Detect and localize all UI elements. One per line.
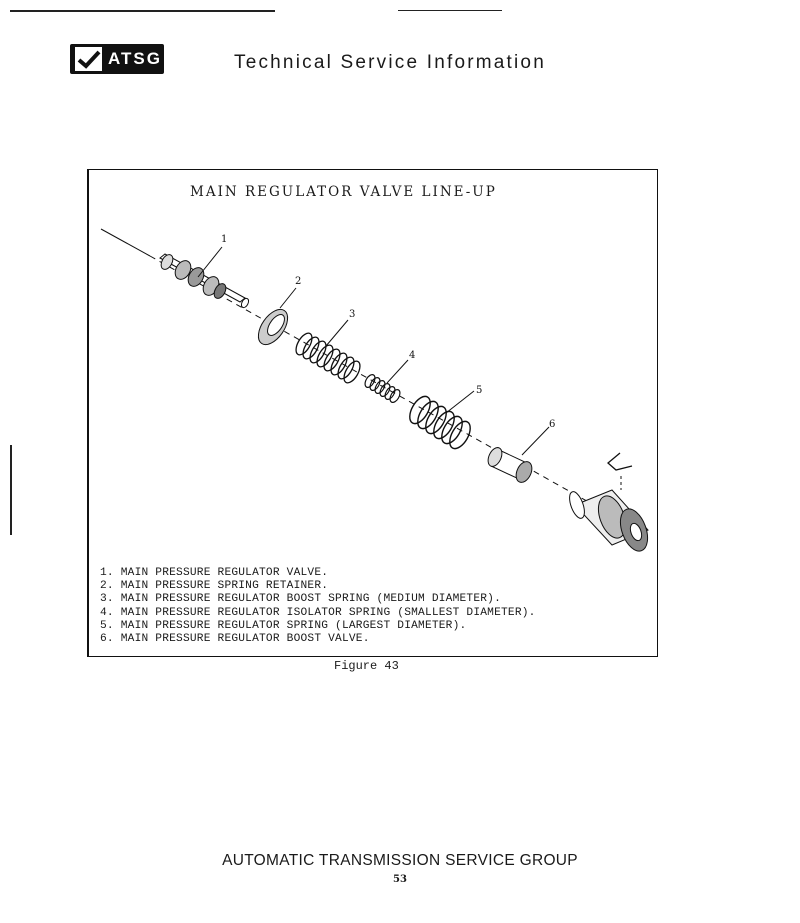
legend-item: 5. MAIN PRESSURE REGULATOR SPRING (LARGEST DIAMETER).: [100, 619, 467, 632]
callout-2: 2: [295, 276, 302, 287]
retaining-clip: [608, 453, 632, 470]
callout-5: 5: [476, 385, 483, 396]
legend-item: 1. MAIN PRESSURE REGULATOR VALVE.: [100, 567, 329, 579]
footer-organization: AUTOMATIC TRANSMISSION SERVICE GROUP: [222, 852, 578, 869]
boost-spring-part: [293, 331, 363, 386]
center-line: [101, 229, 150, 256]
legend-item: 2. MAIN PRESSURE SPRING RETAINER.: [100, 580, 329, 593]
page-title: Technical Service Information: [234, 52, 546, 73]
callout-4: 4: [409, 350, 416, 361]
spring-retainer-part: [253, 304, 294, 349]
logo-wordmark: ATSG: [108, 49, 162, 68]
regulator-valve-part: [159, 253, 250, 309]
callout-1: 1: [221, 234, 228, 245]
regulator-spring-part: [406, 393, 475, 452]
figure-caption: Figure 43: [334, 659, 399, 673]
legend-item: 4. MAIN PRESSURE REGULATOR ISOLATOR SPRING (SMALLEST DIAMETER).: [100, 606, 536, 619]
legend-item: 3. MAIN PRESSURE REGULATOR BOOST SPRING (MEDIUM DIAMETER).: [100, 593, 501, 606]
isolator-spring-part: [363, 373, 402, 404]
callout-6: 6: [549, 419, 556, 430]
valve-sleeve-part: [567, 490, 653, 555]
boost-valve-part: [485, 445, 535, 485]
legend-item: 6. MAIN PRESSURE REGULATOR BOOST VALVE.: [100, 633, 370, 646]
figure-title: MAIN REGULATOR VALVE LINE-UP: [190, 184, 497, 200]
page-number: 53: [393, 874, 407, 885]
callout-3: 3: [349, 309, 356, 320]
parts-legend: [100, 567, 536, 646]
